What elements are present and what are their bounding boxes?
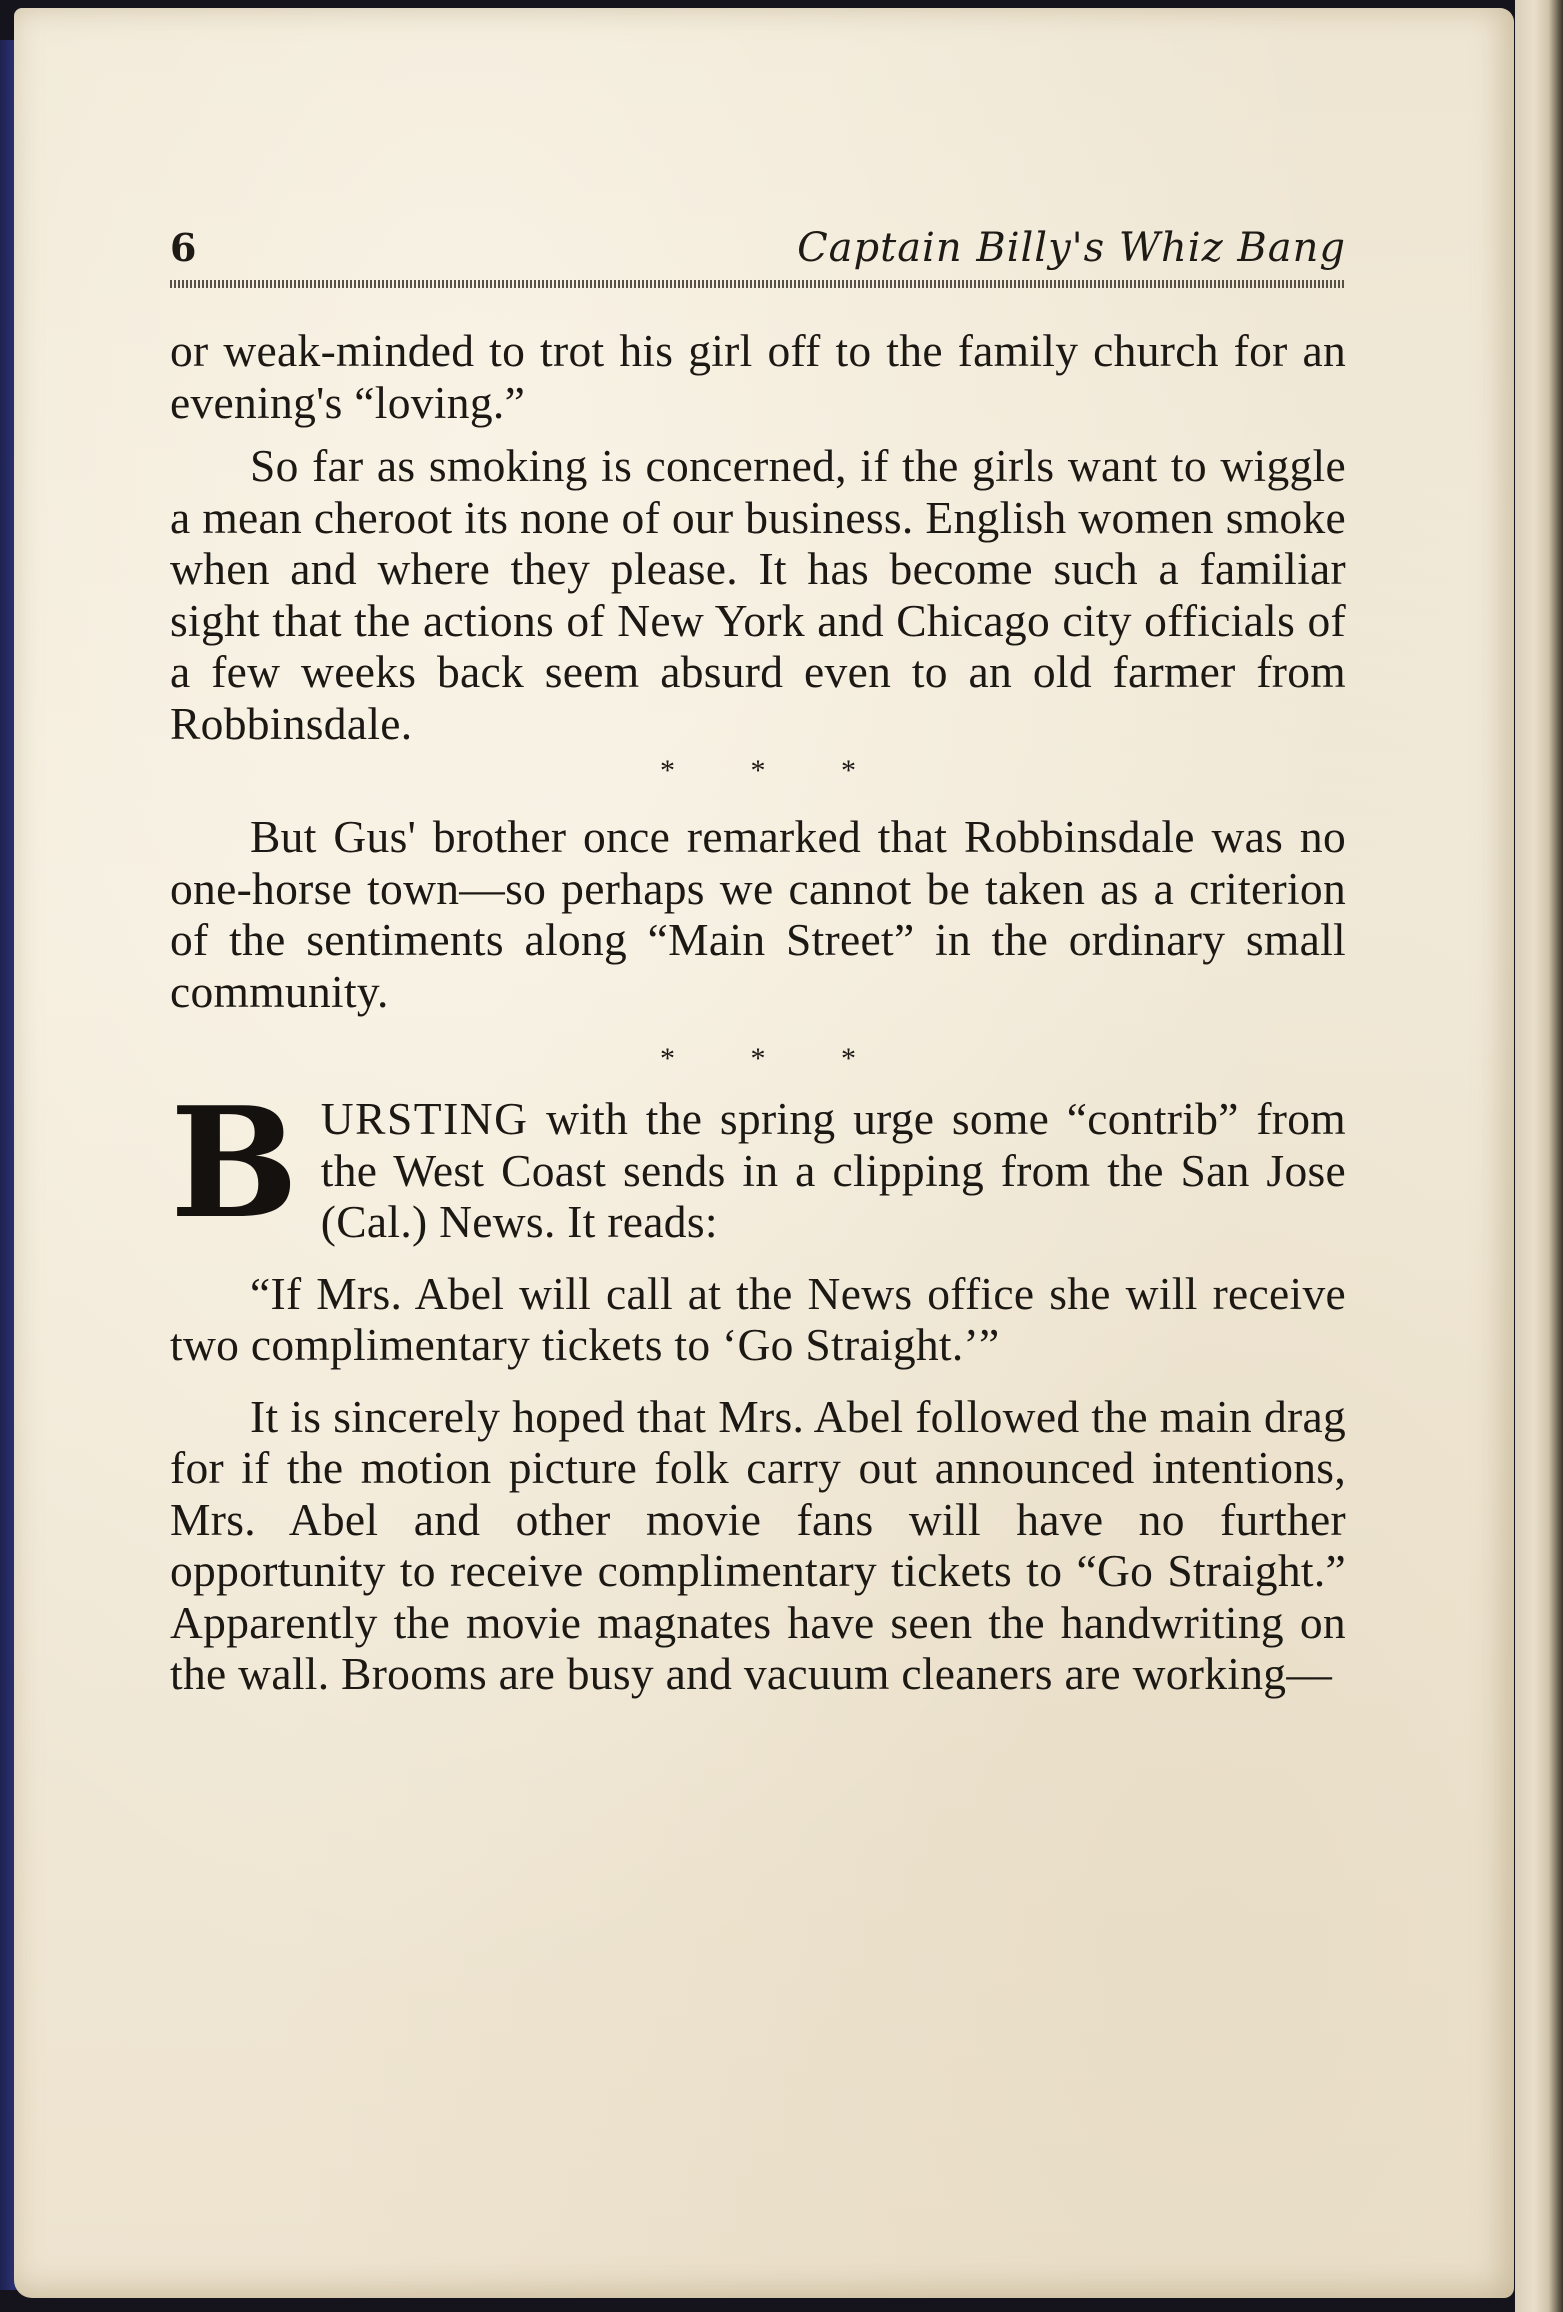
- paragraph-4: [170, 1073, 1346, 1252]
- page-number: 6: [170, 225, 197, 270]
- paragraph-3: But Gus' brother once remarked that Robbinsdale was no one-horse town—so perhaps we cannot be taken as a criterion of the sentiments along “Main Street” in the ordinary small community.: [170, 811, 1346, 1017]
- page-spine: [1515, 0, 1563, 2312]
- page-header: [170, 222, 1346, 274]
- drop-cap: B: [170, 1073, 299, 1252]
- article-body: [170, 325, 1346, 1700]
- header-rule: [170, 280, 1346, 288]
- paragraph-2: So far as smoking is concerned, if the girls want to wiggle a mean cheroot its none of our business. English women smoke when and where they please. It has become such a familiar sight that the actions of New York and Chicago city officials of a few weeks back seem absurd even to an old farmer from Robbinsdale.: [170, 440, 1346, 749]
- paragraph-1: or weak-minded to trot his girl off to the family church for an evening's “loving.”: [170, 325, 1346, 428]
- running-title: Captain Billy's Whiz Bang: [797, 225, 1346, 271]
- paragraph-6: It is sincerely hoped that Mrs. Abel followed the main drag for if the motion picture folk carry out announced intentions, Mrs. Abel and other movie fans will have no further opportunity to receive complimentary tickets to “Go Straight.” Apparently the movie magnates have seen the handwriting on the wall. Brooms are busy and vacuum cleaners are working—: [170, 1390, 1346, 1699]
- lead-word: URSTING: [320, 1093, 529, 1144]
- paragraph-4-text: with the spring urge some “contrib” from the West Coast sends in a clipping from the San Jose (Cal.) News. It reads:: [320, 1093, 1346, 1247]
- section-separator: * * *: [660, 754, 890, 787]
- section-separator: * * *: [660, 1042, 890, 1075]
- paragraph-5: “If Mrs. Abel will call at the News office she will receive two complimentary tickets to ‘Go Straight.’”: [170, 1267, 1346, 1370]
